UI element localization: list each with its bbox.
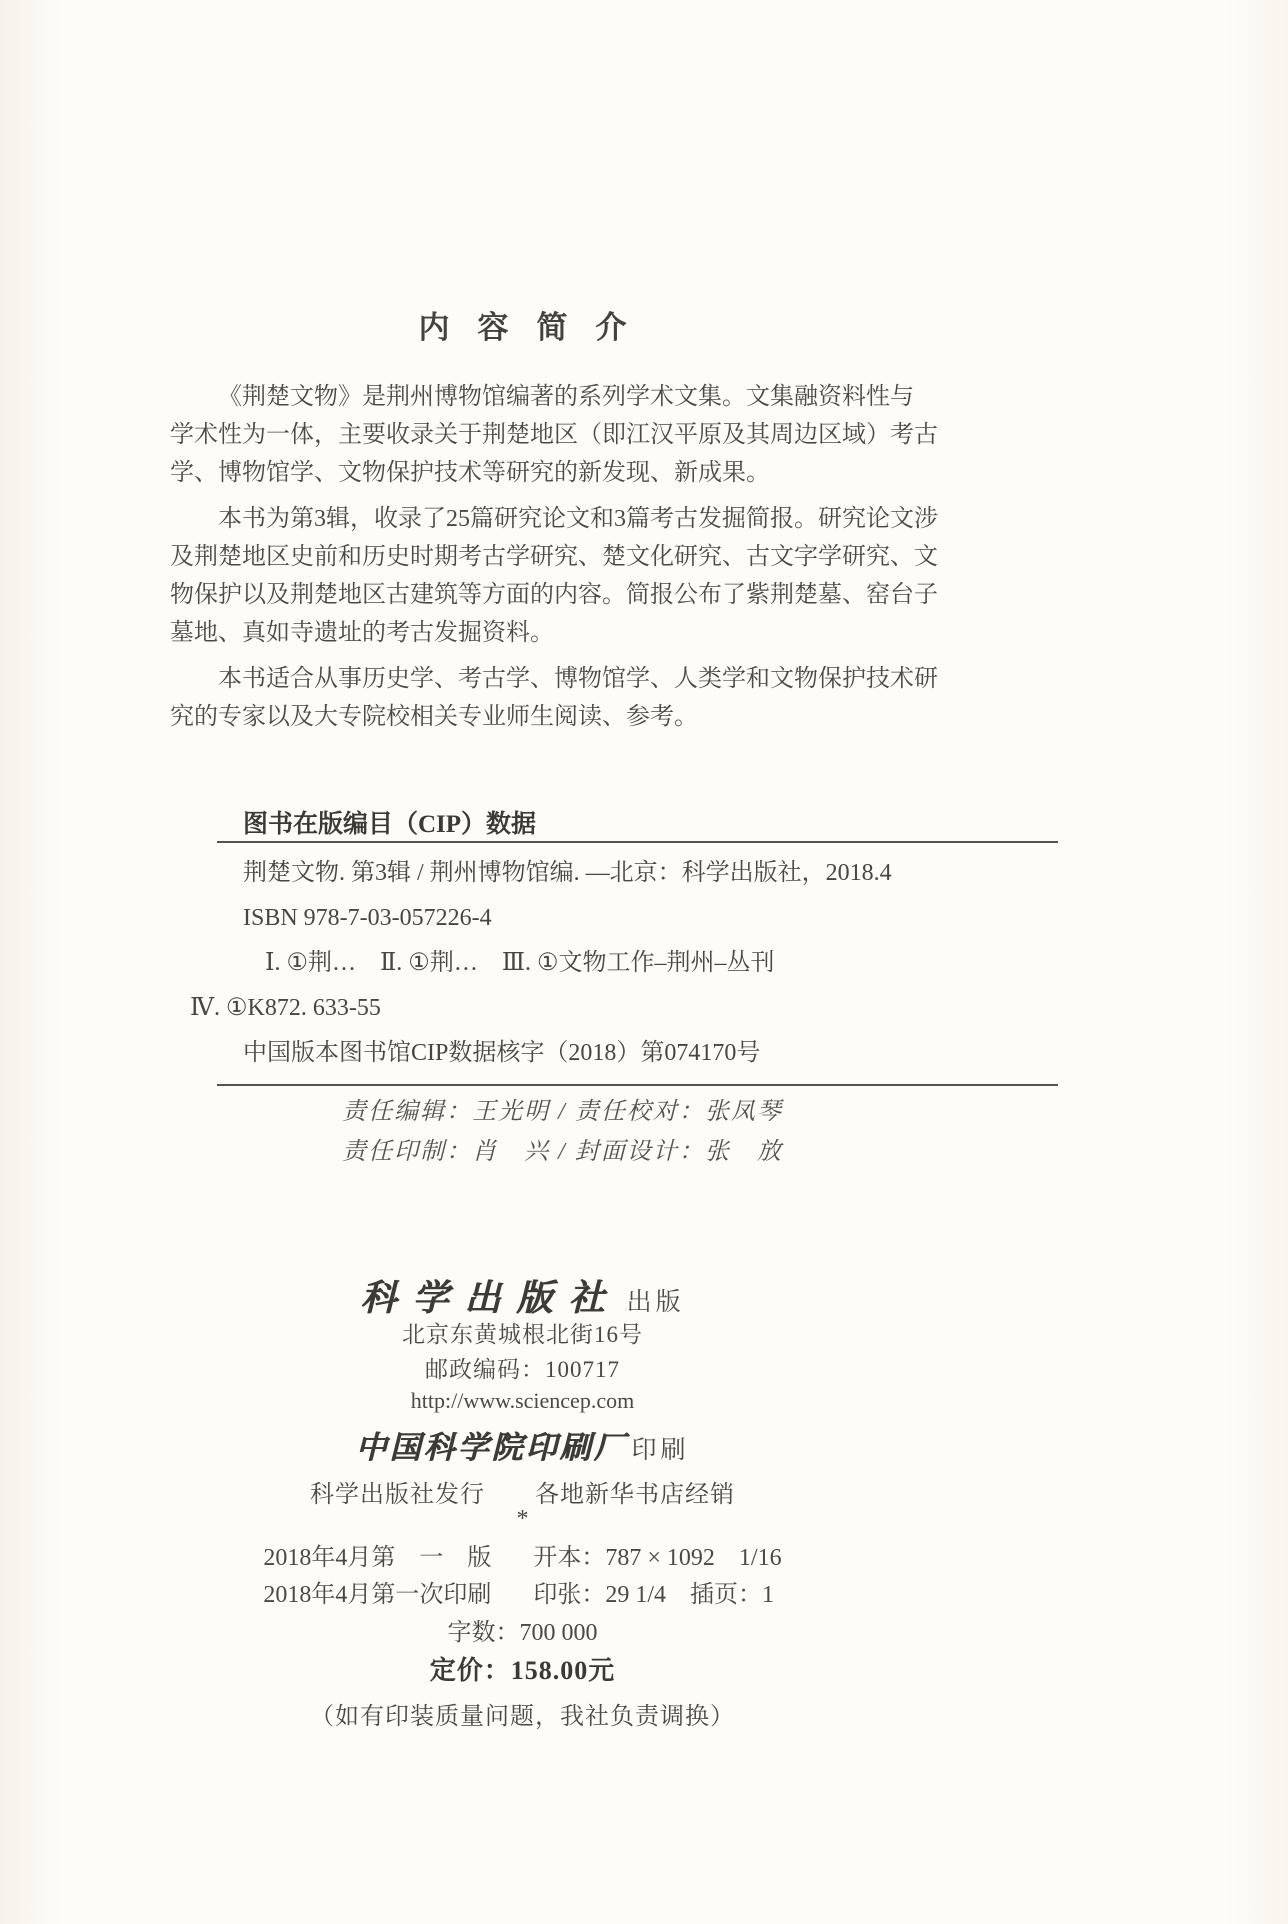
intro-text-block — [170, 378, 938, 744]
print-suffix: 印刷 — [631, 1437, 690, 1464]
intro-line: 本书适合从事历史学、考古学、博物馆学、人类学和文物保护技术研 — [218, 666, 938, 692]
staff-credits — [210, 1092, 915, 1172]
intro-section-title: 内容简介 — [418, 310, 655, 345]
credit-print-design-line: 责任印制：肖 兴 / 封面设计：张 放 — [342, 1139, 783, 1165]
cip-data-block — [190, 851, 1070, 1076]
cip-title-line: 荆楚文物. 第3辑 / 荆州博物馆编. —北京：科学出版社，2018.4 — [243, 860, 892, 886]
printer-line — [170, 1422, 875, 1467]
printer-logo-text: 中国科学院印刷厂 — [355, 1430, 628, 1465]
price: 定价：158.00元 — [429, 1656, 616, 1685]
publisher-logo-text: 科学出版社 — [360, 1278, 621, 1318]
edition-date: 2018年4月第 一 版 — [263, 1545, 492, 1571]
format-spec: 开本：787 × 1092 1/16 — [533, 1545, 782, 1571]
cip-record-number-line: 中国版本图书馆CIP数据核字（2018）第074170号 — [243, 1040, 761, 1066]
publisher-line — [170, 1270, 875, 1321]
word-count: 字数：700 000 — [447, 1620, 598, 1646]
intro-line: 究的专家以及大专院校相关专业师生阅读、参考。 — [170, 704, 698, 730]
sheets-spec: 印张：29 1/4 插页：1 — [533, 1582, 775, 1608]
intro-line: 本书为第3辑，收录了25篇研究论文和3篇考古发掘简报。研究论文涉 — [218, 506, 938, 532]
impression-date: 2018年4月第一次印刷 — [263, 1582, 492, 1608]
cip-isbn-line: ISBN 978-7-03-057226-4 — [243, 905, 492, 931]
intro-line: 《荆楚文物》是荆州博物馆编著的系列学术文集。文集融资料性与 — [218, 384, 914, 410]
cip-divider-top — [217, 841, 1058, 843]
publisher-address: 北京东黄城根北街16号 — [402, 1322, 643, 1347]
publish-suffix: 出版 — [626, 1289, 685, 1316]
cip-divider-bottom — [217, 1084, 1058, 1086]
intro-line: 物保护以及荆楚地区古建筑等方面的内容。简报公布了紫荆楚墓、窑台子 — [170, 582, 938, 608]
quality-notice: （如有印装质量问题，我社负责调换） — [310, 1704, 735, 1730]
publisher-postcode: 邮政编码：100717 — [425, 1357, 620, 1382]
distribution-line: 科学出版社发行 各地新华书店经销 — [310, 1482, 735, 1508]
intro-paragraph — [170, 660, 938, 736]
cip-section-heading: 图书在版编目（CIP）数据 — [243, 811, 537, 838]
intro-line: 墓地、真如寺遗址的考古发掘资料。 — [170, 620, 554, 646]
intro-line: 学、博物馆学、文物保护技术等研究的新发现、新成果。 — [170, 460, 770, 486]
publisher-url: http://www.sciencep.com — [410, 1388, 635, 1413]
separator-asterisk: * — [516, 1506, 529, 1532]
cip-classification-line: Ⅰ. ①荆… Ⅱ. ①荆… Ⅲ. ①文物工作–荆州–丛刊 — [265, 950, 775, 976]
cip-classification-line: Ⅳ. ①K872. 633-55 — [190, 995, 381, 1021]
credit-editors-line: 责任编辑：王光明 / 责任校对：张凤琴 — [342, 1099, 783, 1125]
intro-paragraph — [170, 500, 938, 652]
intro-paragraph — [170, 378, 938, 492]
intro-line: 及荆楚地区史前和历史时期考古学研究、楚文化研究、古文字学研究、文 — [170, 544, 938, 570]
intro-line: 学术性为一体，主要收录关于荆楚地区（即江汉平原及其周边区域）考古 — [170, 422, 938, 448]
print-spec-table — [170, 1540, 875, 1614]
